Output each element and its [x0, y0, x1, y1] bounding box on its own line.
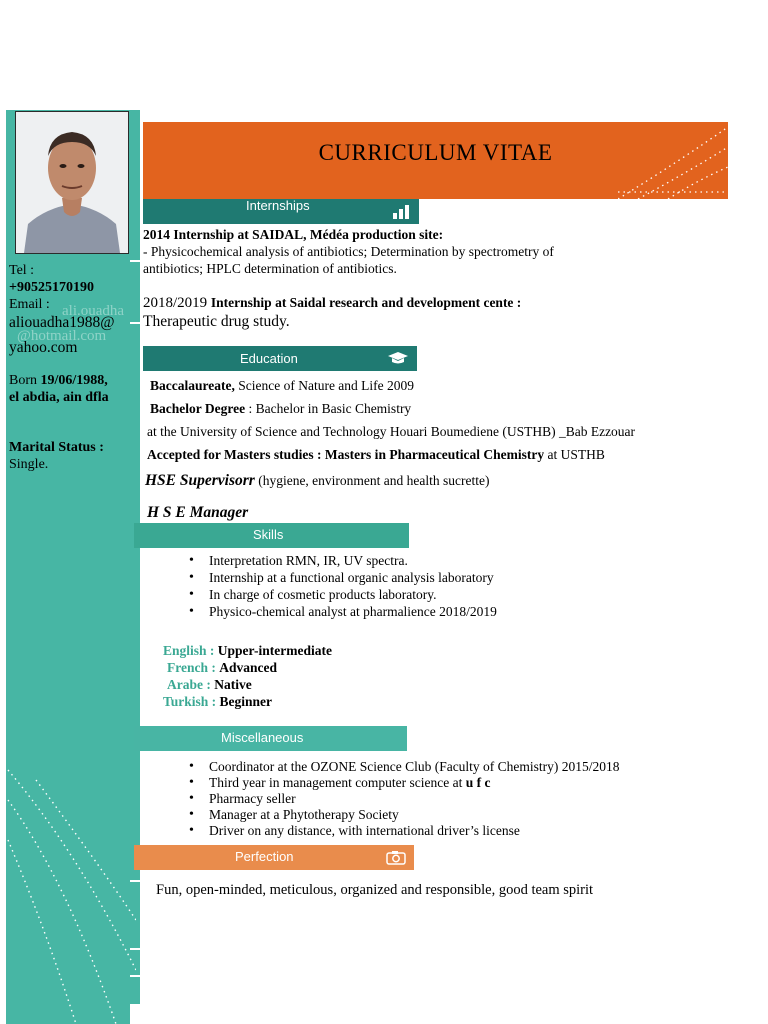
education-university: at the University of Science and Technology Houari Boumediene (USTHB) _Bab Ezzouar	[147, 424, 636, 439]
section-bar-education	[143, 346, 417, 371]
marital-value: Single.	[9, 457, 49, 472]
email-faint-text: @hotmail.com	[17, 328, 107, 344]
sidebar-edge-segment	[130, 262, 140, 322]
born-date: 19/06/1988,	[40, 373, 108, 388]
misc-list	[185, 759, 620, 839]
language-row	[167, 659, 277, 676]
list-item-text: Third year in management computer science at	[209, 775, 466, 790]
education-item	[150, 400, 411, 417]
email-value-line2: yahoo.com	[9, 339, 78, 356]
language-level: Beginner	[219, 694, 273, 709]
born-place: el abdia, ain dfla	[9, 390, 109, 405]
section-bar-miscellaneous	[134, 726, 407, 751]
degree-name: Bachelor Degree	[150, 401, 246, 416]
list-item: • Internship at a functional organic analysis laboratory	[185, 569, 497, 586]
language-row	[163, 642, 332, 659]
section-title: Internships	[246, 198, 310, 213]
list-item: • Physico-chemical analyst at pharmalience 2018/2019	[185, 603, 497, 620]
internship-title: 2014 Internship at SAIDAL, Médéa production site:	[143, 227, 444, 242]
list-item: • Pharmacy seller	[185, 791, 620, 807]
chart-icon	[393, 203, 411, 219]
degree-detail: (hygiene, environment and health sucrette)	[254, 473, 490, 488]
internship-desc: - Physicochemical analysis of antibiotics; Determination by spectrometry of	[143, 244, 554, 259]
marital-label: Marital Status :	[9, 440, 104, 455]
hse-manager: H S E Manager	[147, 504, 249, 521]
section-title: Miscellaneous	[221, 730, 304, 745]
degree-name: Accepted for Masters studies : Masters in Pharmaceutical Chemistry	[147, 447, 545, 462]
list-item: • Interpretation RMN, IR, UV spectra.	[185, 552, 497, 569]
language-row	[167, 676, 252, 693]
list-item-emphasis: u f c	[465, 775, 491, 790]
section-title: Skills	[253, 527, 284, 542]
language-level: Upper-intermediate	[217, 643, 332, 658]
person-icon	[16, 112, 128, 253]
list-item: • In charge of cosmetic products laboratory.	[185, 586, 497, 603]
page-title: CURRICULUM VITAE	[318, 140, 553, 165]
list-item	[185, 775, 620, 791]
list-item: • Driver on any distance, with international driver’s license	[185, 823, 620, 839]
degree-detail: at USTHB	[544, 447, 605, 462]
language-level: Native	[214, 677, 252, 692]
degree-detail: Science of Nature and Life 2009	[234, 378, 415, 393]
education-item	[145, 472, 490, 489]
email-label: Email :	[9, 297, 50, 312]
language-level: Advanced	[219, 660, 278, 675]
graduation-cap-icon	[387, 351, 409, 366]
decorative-dots	[618, 122, 728, 199]
section-bar-internships	[143, 199, 419, 224]
internship-name: Internship at Saidal research and development cente :	[210, 295, 522, 310]
perfection-text: Fun, open-minded, meticulous, organized and responsible, good team spirit	[156, 882, 594, 898]
language-name: English :	[163, 643, 215, 658]
profile-photo	[15, 111, 129, 254]
internship-desc: Therapeutic drug study.	[143, 313, 290, 330]
list-item: • Manager at a Phytotherapy Society	[185, 807, 620, 823]
list-item: • Coordinator at the OZONE Science Club (Faculty of Chemistry) 2015/2018	[185, 759, 620, 775]
born-label: Born	[9, 373, 41, 388]
tel-label: Tel :	[9, 263, 35, 278]
education-item	[147, 446, 605, 463]
language-row	[163, 693, 272, 710]
internship-desc: antibiotics; HPLC determination of antibiotics.	[143, 261, 397, 276]
language-name: Turkish :	[163, 694, 217, 709]
section-title: Perfection	[235, 849, 294, 864]
language-name: French :	[167, 660, 216, 675]
skills-list	[185, 552, 497, 620]
degree-detail: : Bachelor in Basic Chemistry	[245, 401, 412, 416]
education-item	[150, 377, 414, 394]
header-banner	[143, 122, 728, 199]
decorative-dots	[6, 760, 136, 1024]
degree-name: Baccalaureate,	[150, 378, 235, 393]
section-bar-skills	[134, 523, 409, 548]
language-name: Arabe :	[167, 677, 211, 692]
camera-icon	[386, 850, 406, 865]
born-line	[9, 373, 108, 389]
tel-value: +90525170190	[9, 280, 94, 295]
email-value-line1: aliouadha1988@	[9, 314, 115, 331]
section-title: Education	[240, 351, 298, 366]
email-faint-text: ali.ouadha	[62, 303, 125, 319]
degree-name: HSE Supervisorr	[145, 472, 255, 489]
internship-year: 2018/2019	[143, 295, 211, 311]
internship-title	[143, 294, 521, 312]
sidebar-edge-segment	[130, 110, 140, 260]
section-bar-perfection	[134, 845, 414, 870]
